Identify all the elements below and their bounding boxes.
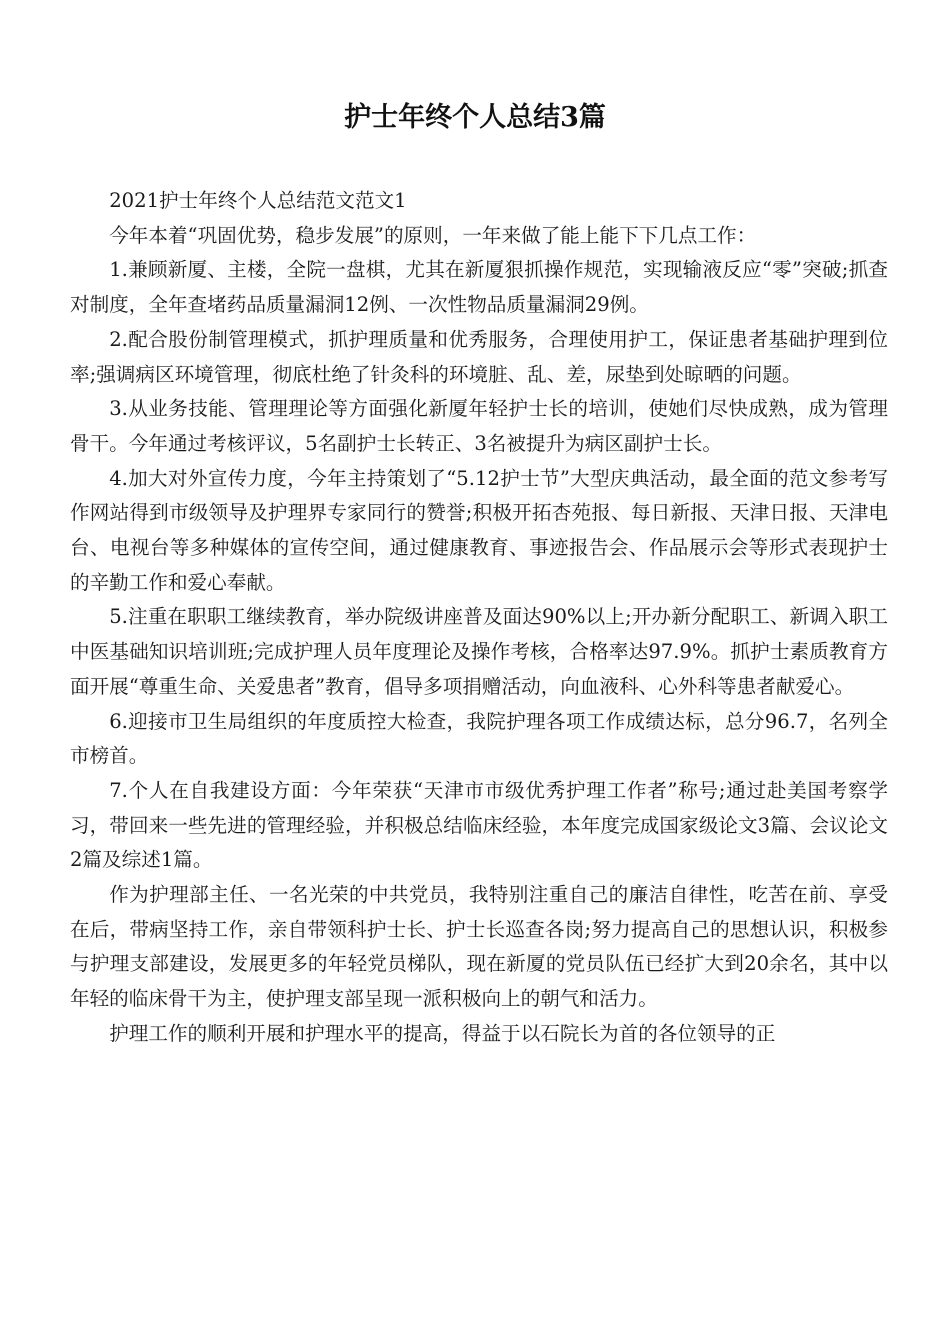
paragraph-party-member: 作为护理部主任、一名光荣的中共党员，我特别注重自己的廉洁自律性，吃苦在前、享受在后，带病坚持工作，亲自带领科护士长、护士长巡查各岗;努力提高自己的思想认识，积极参与护理支部建设，发展更多的年轻党员梯队，现在新厦的党员队伍已经扩大到20余名，其中以年轻的临床骨干为主，使护理支部呈现一派积极向上的朝气和活力。 <box>70 883 888 1011</box>
paragraph-item-3: 3.从业务技能、管理理论等方面强化新厦年轻护士长的培训，使她们尽快成熟，成为管理骨干。今年通过考核评议，5名副护士长转正、3名被提升为病区副护士长。 <box>70 397 888 455</box>
paragraph-item-1: 1.兼顾新厦、主楼，全院一盘棋，尤其在新厦狠抓操作规范，实现输液反应“零”突破;抓查对制度，全年查堵药品质量漏洞12例、一次性物品质量漏洞29例。 <box>70 258 888 317</box>
paragraph-item-7: 7.个人在自我建设方面：今年荣获“天津市市级优秀护理工作者”称号;通过赴美国考察学习，带回来一些先进的管理经验，并积极总结临床经验，本年度完成国家级论文3篇、会议论文2篇及综述1篇。 <box>70 778 888 872</box>
paragraph-item-2: 2.配合股份制管理模式，抓护理质量和优秀服务，合理使用护工，保证患者基础护理到位率;强调病区环境管理，彻底杜绝了针灸科的环境脏、乱、差，尿垫到处晾晒的问题。 <box>70 327 888 386</box>
paragraph-intro: 今年本着“巩固优势，稳步发展”的原则，一年来做了能上能下下几点工作： <box>109 223 757 247</box>
paragraph-item-6: 6.迎接市卫生局组织的年度质控大检查，我院护理各项工作成绩达标，总分96.7，名列全市榜首。 <box>70 709 888 768</box>
paragraph-closing: 护理工作的顺利开展和护理水平的提高，得益于以石院长为首的各位领导的正 <box>109 1021 776 1045</box>
section-heading: 2021护士年终个人总结范文范文1 <box>109 189 407 212</box>
paragraph-item-5: 5.注重在职职工继续教育，举办院级讲座普及面达90%以上;开办新分配职工、新调入职工中医基础知识培训班;完成护理人员年度理论及操作考核，合格率达97.9%。抓护士素质教育方面开展“尊重生命、关爱患者”教育，倡导多项捐赠活动，向血液科、心外科等患者献爱心。 <box>70 605 888 698</box>
paragraph-item-4: 4.加大对外宣传力度，今年主持策划了“5.12护士节”大型庆典活动，最全面的范文参考写作网站得到市级领导及护理界专家同行的赞誉;积极开拓杏苑报、每日新报、天津日报、天津电台、电视台等多种媒体的宣传空间，通过健康教育、事迹报告会、作品展示会等形式表现护士的辛勤工作和爱心奉献。 <box>70 466 888 594</box>
document-title: 护士年终个人总结3篇 <box>344 102 606 133</box>
document-body <box>70 184 888 1052</box>
